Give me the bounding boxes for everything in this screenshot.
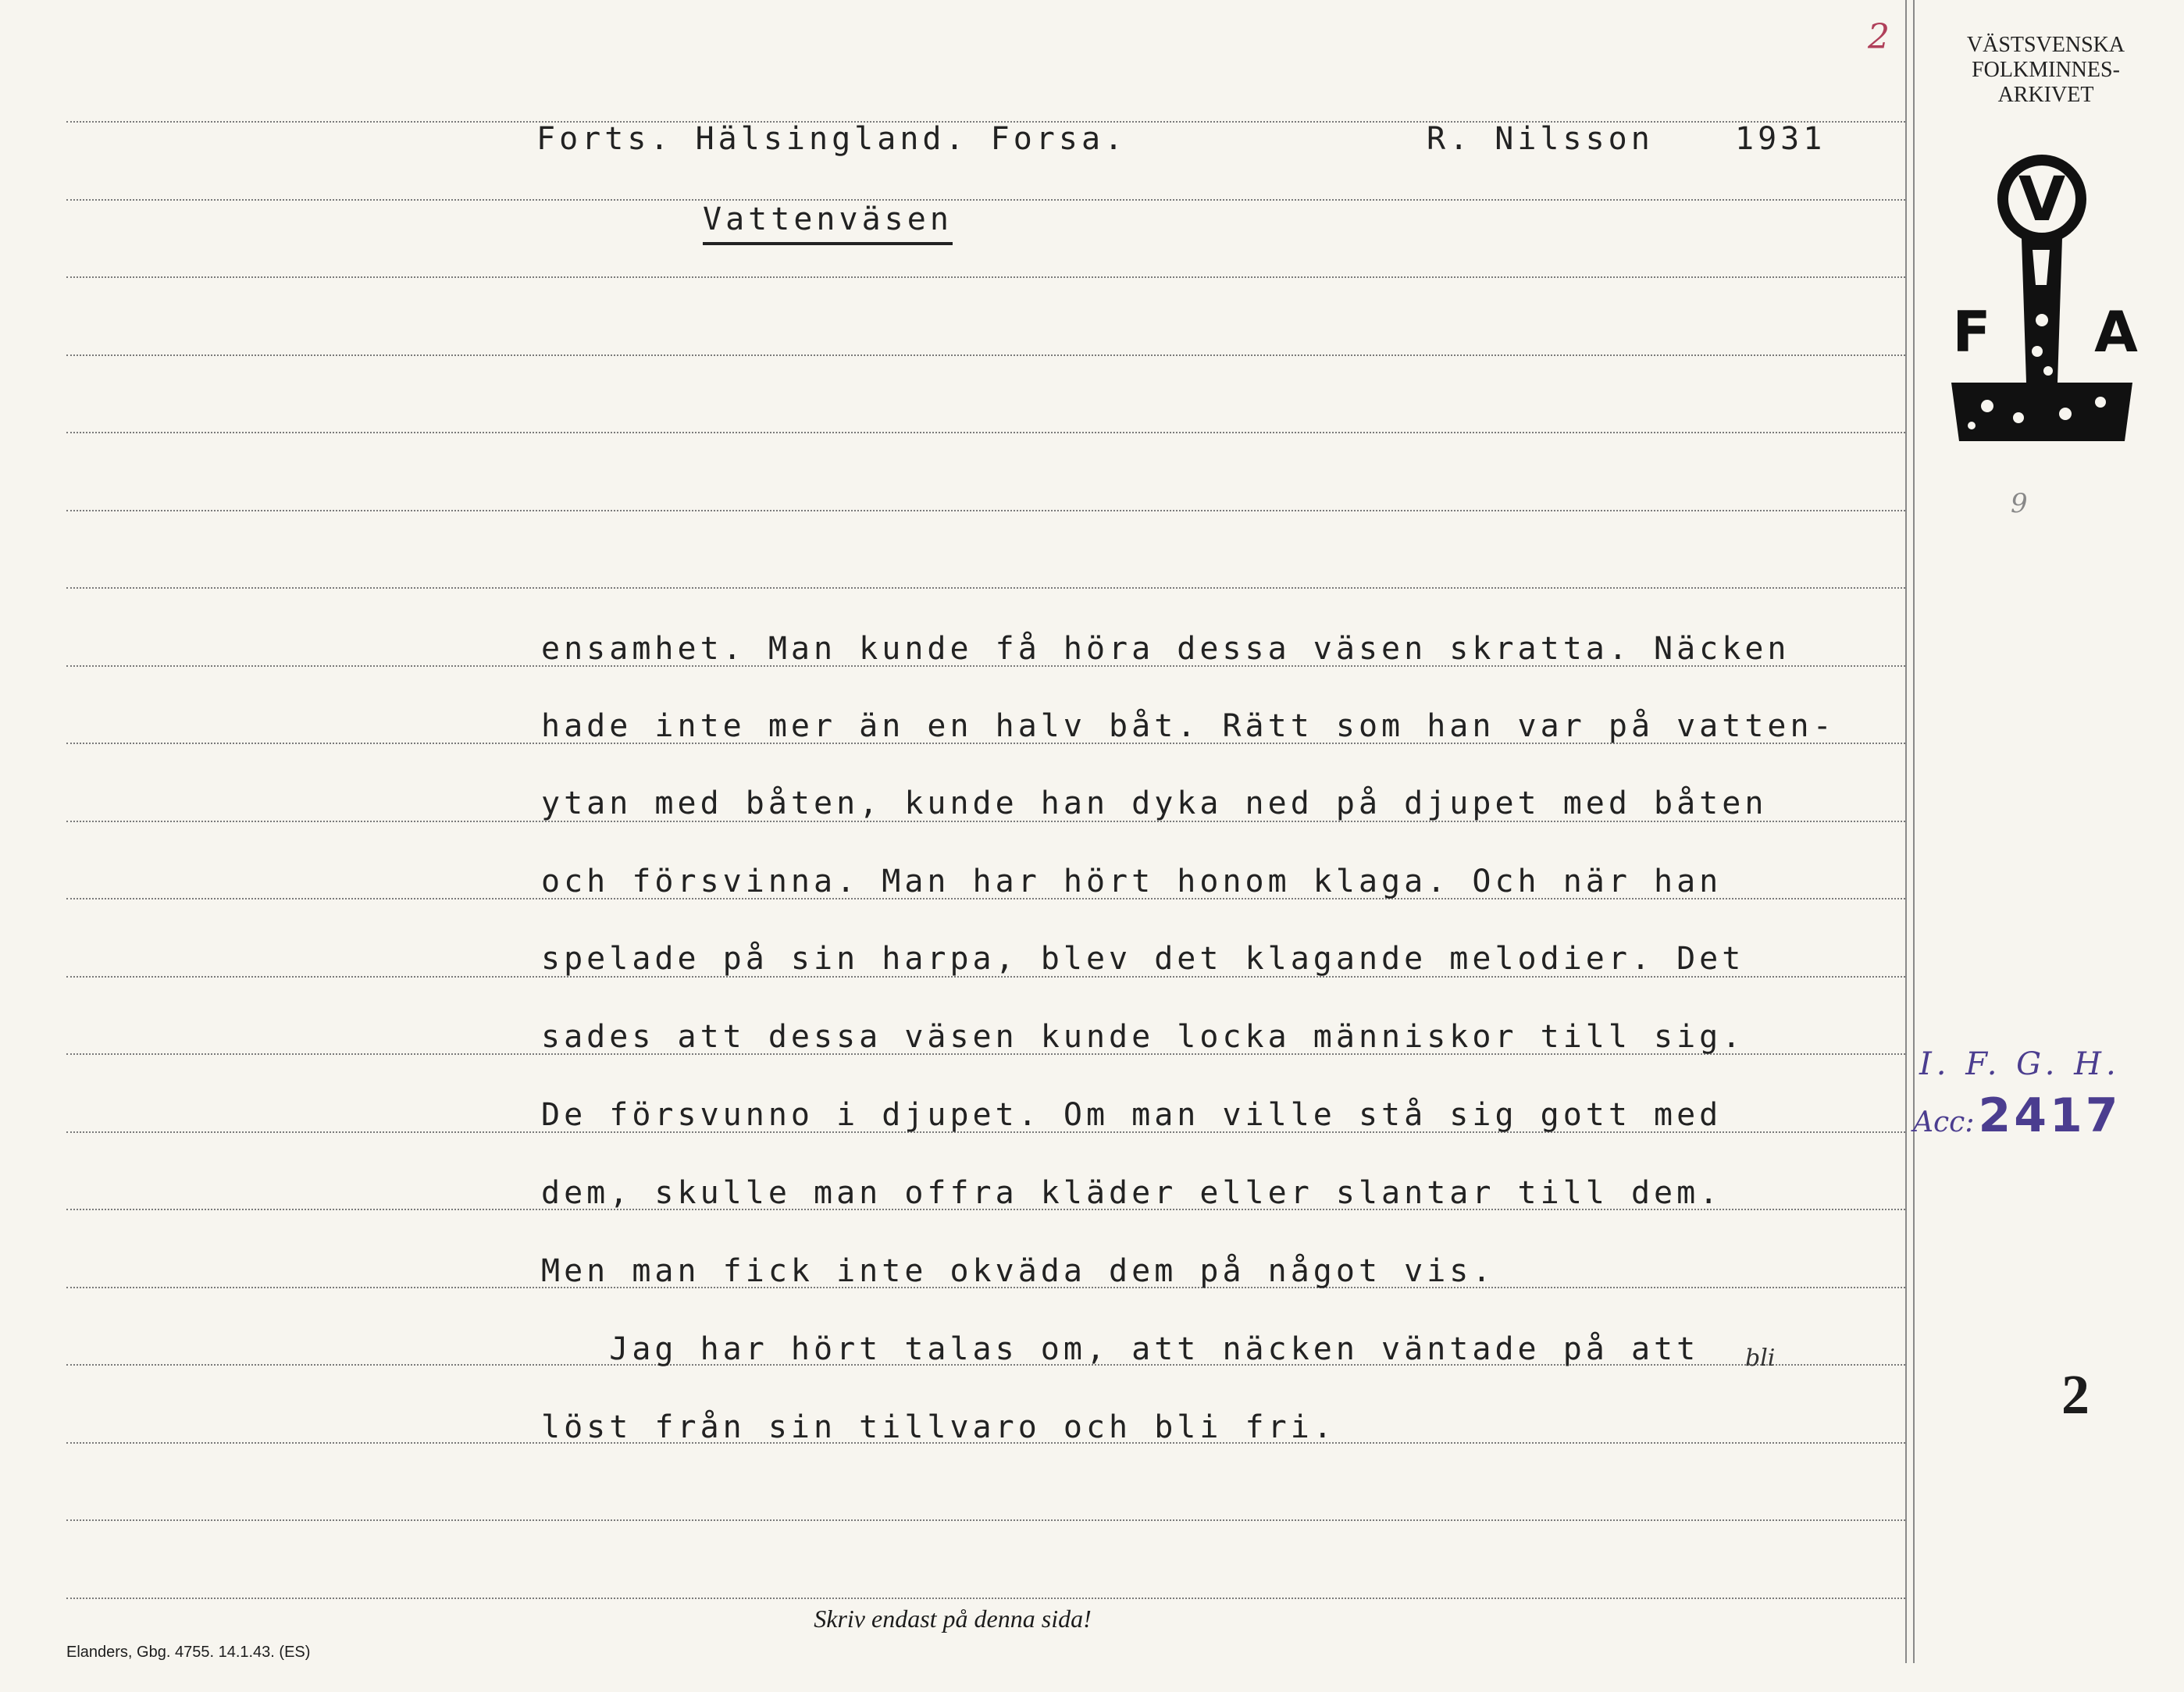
accession-stamp bbox=[1913, 1046, 2171, 1143]
ruled-line bbox=[66, 510, 1905, 511]
text-line: De försvunno i djupet. Om man ville stå sig gott med bbox=[541, 1097, 1723, 1133]
thors-hammer-icon bbox=[1940, 148, 2143, 453]
text-line: spelade på sin harpa, blev det klagande melodier. Det bbox=[541, 941, 1745, 977]
archive-name bbox=[1929, 33, 2163, 108]
logo-letter-v: V bbox=[2018, 165, 2066, 235]
text-line: Jag har hört talas om, att näcken väntade på att bbox=[541, 1331, 1700, 1367]
ruled-line bbox=[66, 432, 1905, 433]
ruled-line bbox=[66, 199, 1905, 201]
acc-number: 2417 bbox=[1978, 1088, 2122, 1143]
page-number: 2 bbox=[2061, 1363, 2090, 1426]
text-line: Men man fick inte okväda dem på något vis. bbox=[541, 1253, 1495, 1289]
text-line: hade inte mer än en halv båt. Rätt som han var på vatten- bbox=[541, 708, 1836, 744]
stamp-line: I. F. G. H. bbox=[1919, 1046, 2121, 1082]
margin-line bbox=[1905, 0, 1907, 1663]
footer-instruction: Skriv endast på denna sida! bbox=[814, 1605, 1092, 1633]
text-line: ensamhet. Man kunde få höra dessa väsen skratta. Näcken bbox=[541, 631, 1790, 667]
handwritten-insertion: bli bbox=[1745, 1345, 1776, 1372]
ruled-line bbox=[66, 587, 1905, 589]
margin-mark: 9 bbox=[2011, 488, 2028, 519]
year: 1931 bbox=[1735, 121, 1826, 157]
acc-label: Acc: bbox=[1913, 1106, 1975, 1138]
author-name: R. Nilsson bbox=[1427, 121, 1654, 157]
location-heading: Forts. Hälsingland. Forsa. bbox=[536, 121, 1128, 157]
text-line: dem, skulle man offra kläder eller slantar till dem. bbox=[541, 1175, 1723, 1211]
ruled-line bbox=[66, 354, 1905, 356]
printer-imprint: Elanders, Gbg. 4755. 14.1.43. (ES) bbox=[66, 1644, 311, 1661]
page-title: Vattenväsen bbox=[703, 201, 953, 245]
logo-letter-f: F bbox=[1952, 299, 1991, 365]
archive-name-line: FOLKMINNES- bbox=[1972, 58, 2120, 82]
archive-name-line: VÄSTSVENSKA bbox=[1966, 33, 2125, 57]
margin-line bbox=[1913, 0, 1915, 1663]
text-line: löst från sin tillvaro och bli fri. bbox=[541, 1409, 1336, 1445]
corner-mark: 2 bbox=[1868, 17, 1890, 57]
ruled-line bbox=[66, 1598, 1905, 1599]
text-line: och försvinna. Man har hört honom klaga. Och när han bbox=[541, 864, 1723, 899]
text-line: ytan med båten, kunde han dyka ned på djupet med båten bbox=[541, 785, 1768, 821]
ruled-line bbox=[66, 1519, 1905, 1521]
text-line: sades att dessa väsen kunde locka människor till sig. bbox=[541, 1019, 1745, 1055]
ruled-line bbox=[66, 276, 1905, 278]
logo-letter-a: A bbox=[2094, 299, 2138, 365]
archive-name-line: ARKIVET bbox=[1997, 83, 2094, 107]
